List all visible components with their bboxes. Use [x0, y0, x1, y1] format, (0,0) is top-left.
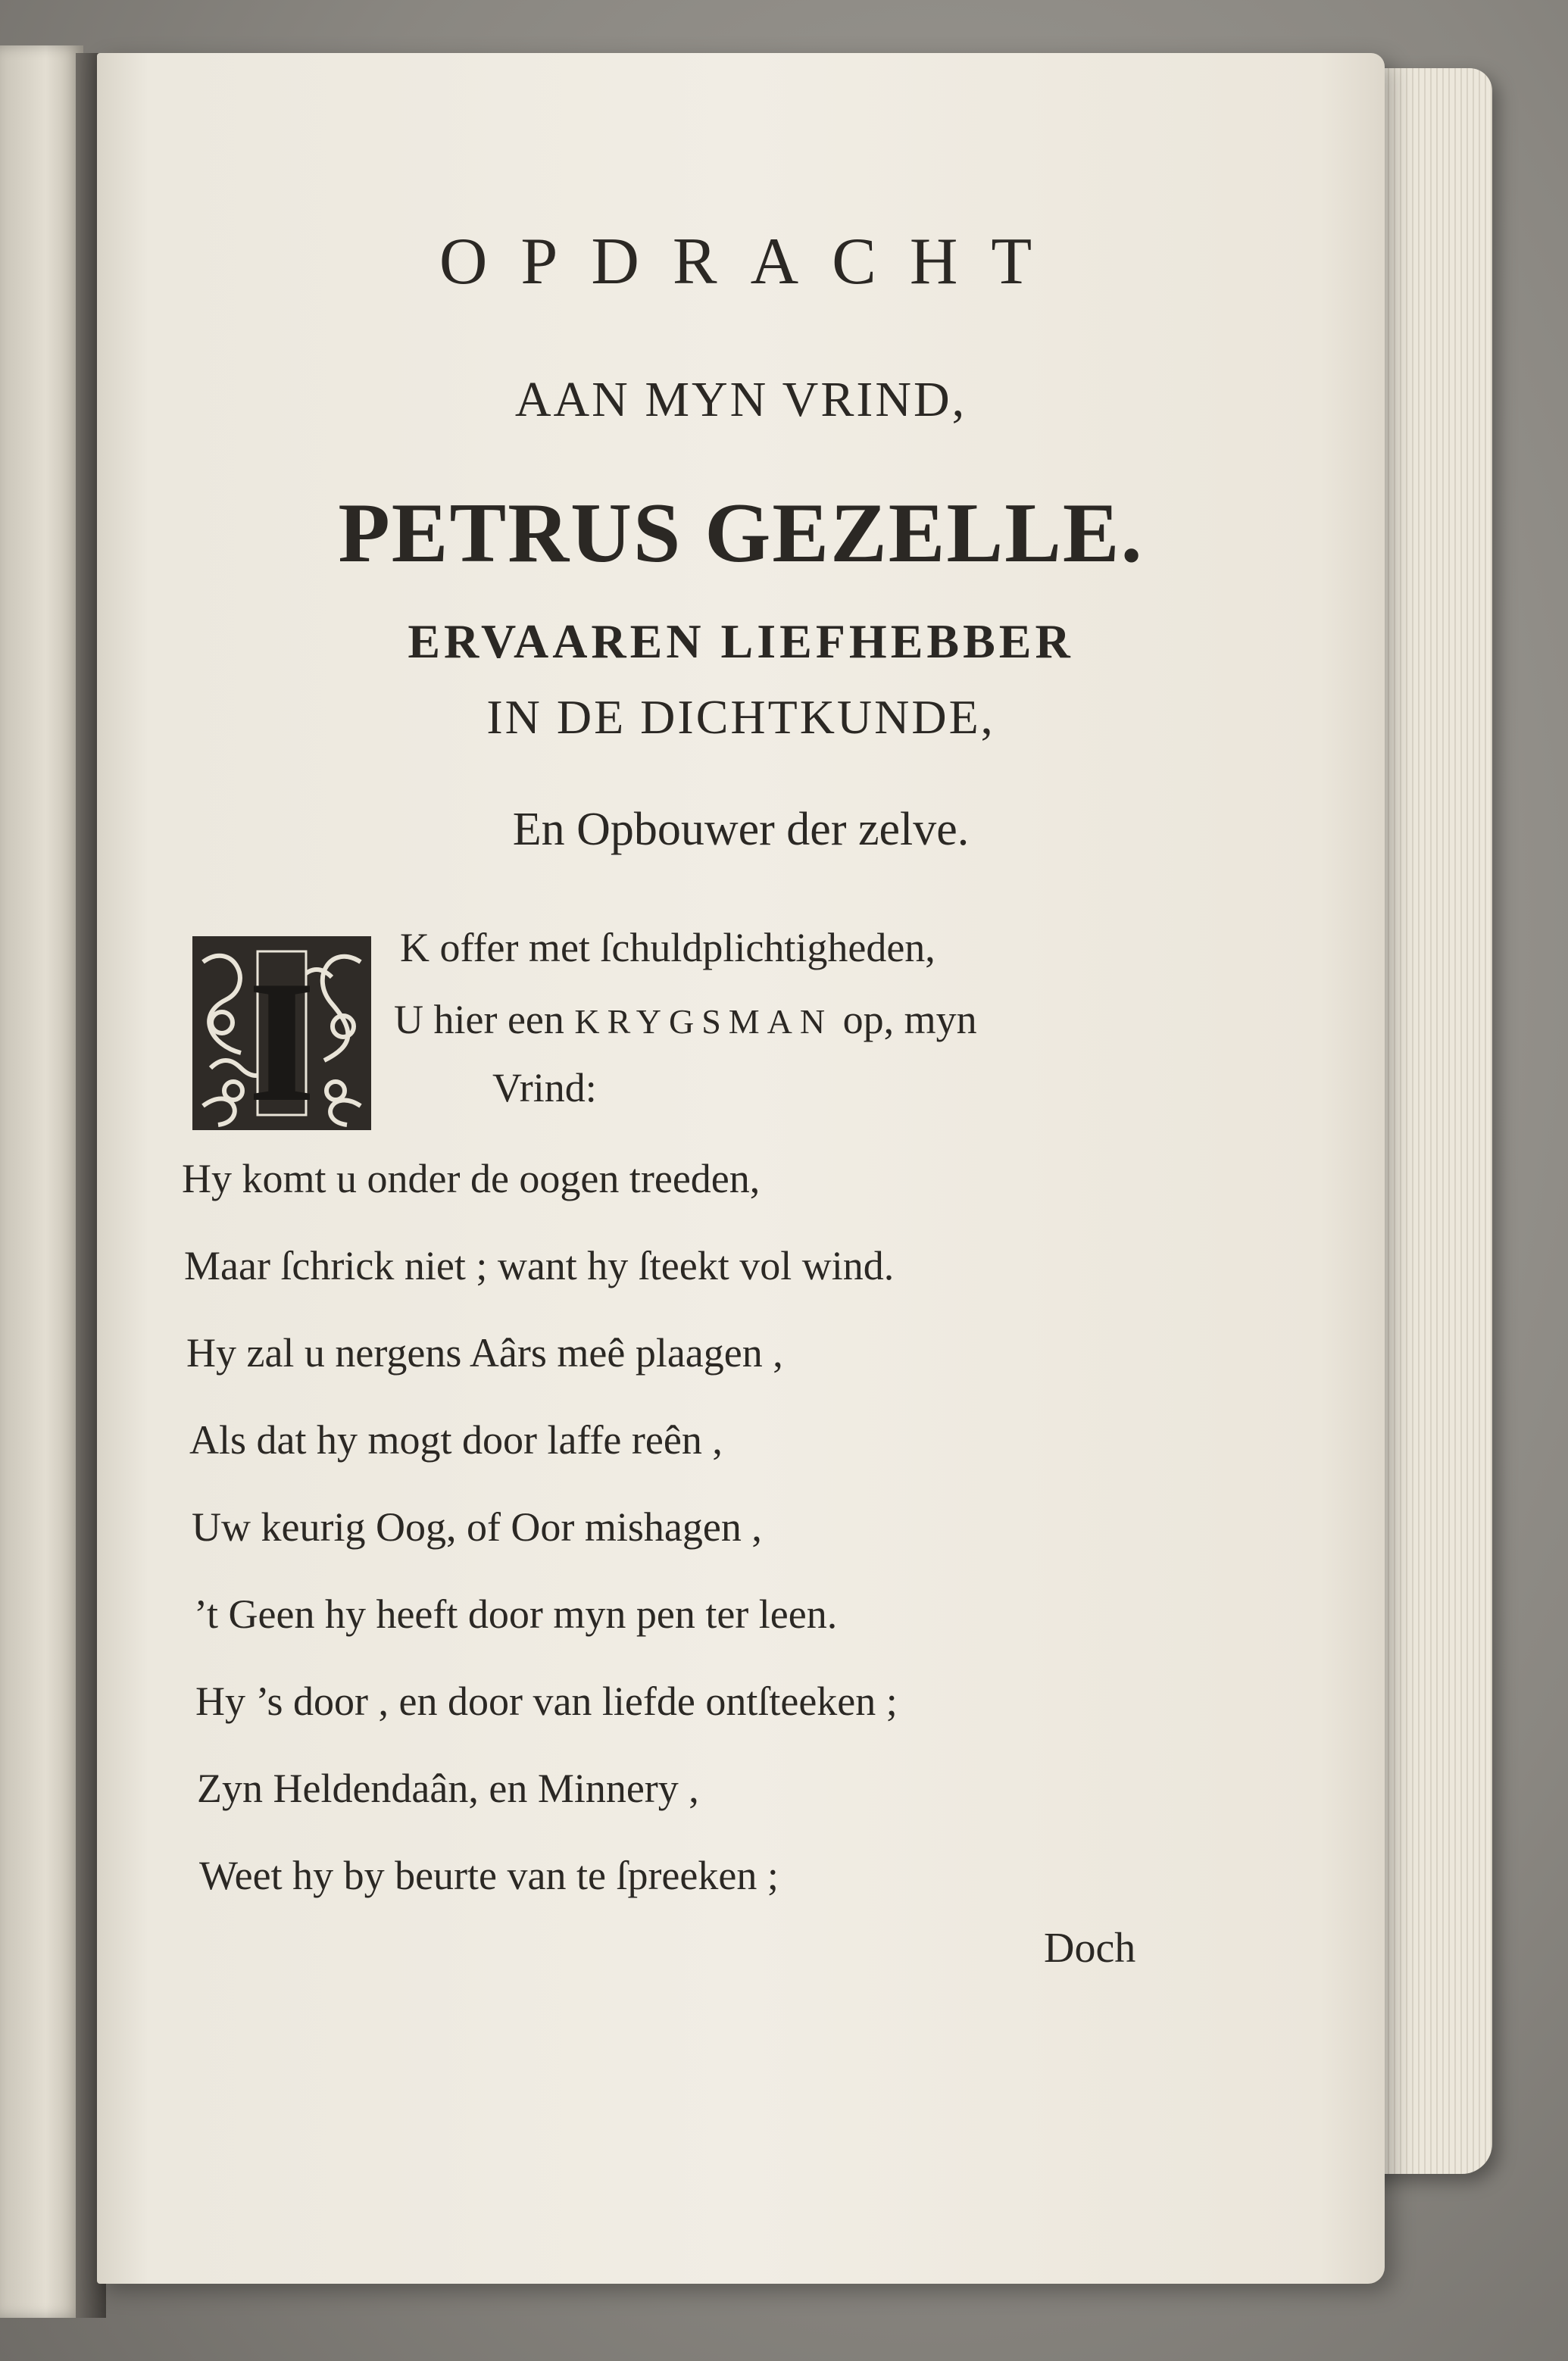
- verse-line-4: Hy komt u onder de oogen treeden,: [182, 1156, 761, 1201]
- verse-line-5: Maar ſchrick niet ; want hy ſteekt vol wind.: [184, 1243, 895, 1288]
- initial-letter: I: [248, 945, 316, 1135]
- dedication-subtitle: AAN MYN VRIND,: [514, 372, 967, 427]
- verse-line-11: Zyn Heldendaân, en Minnery ,: [197, 1766, 699, 1811]
- verse-line-9: ’t Geen hy heeft door myn pen ter leen.: [194, 1591, 838, 1637]
- verse-line-1: K offer met ſchuldplichtigheden,: [400, 925, 935, 970]
- floral-initial-icon: [188, 932, 376, 1135]
- verse-line-6: Hy zal u nergens Aârs meê plaagen ,: [186, 1330, 783, 1376]
- catchword: Doch: [1044, 1925, 1136, 1972]
- verse-line-12: Weet hy by beurte van te ſpreeken ;: [199, 1853, 779, 1898]
- dedicatee-description-3: En Opbouwer der zelve.: [512, 804, 970, 855]
- book-page: [97, 53, 1385, 2284]
- verse-line-2-pre: U hier een: [394, 997, 575, 1042]
- verse-line-3: Vrind:: [492, 1065, 597, 1110]
- verse-line-8: Uw keurig Oog, of Oor mishagen ,: [192, 1504, 762, 1550]
- verse-line-2: [394, 996, 977, 1043]
- verse-line-7: Als dat hy mogt door laffe reên ,: [189, 1417, 723, 1463]
- dedicatee-name: PETRUS GEZELLE.: [338, 486, 1144, 580]
- krygsman-word: KRYGSMAN: [574, 1002, 833, 1041]
- dedicatee-description-2: IN DE DICHTKUNDE,: [486, 690, 995, 744]
- page-title: OPDRACHT: [439, 225, 1066, 298]
- dedicatee-description-1: ERVAAREN LIEFHEBBER: [408, 614, 1074, 668]
- verse-line-2-post: op, myn: [832, 997, 977, 1042]
- decorated-initial: [188, 932, 376, 1135]
- verse-line-10: Hy ’s door , en door van liefde ontſteeken ;: [195, 1679, 898, 1724]
- left-page-edge: [0, 45, 83, 2318]
